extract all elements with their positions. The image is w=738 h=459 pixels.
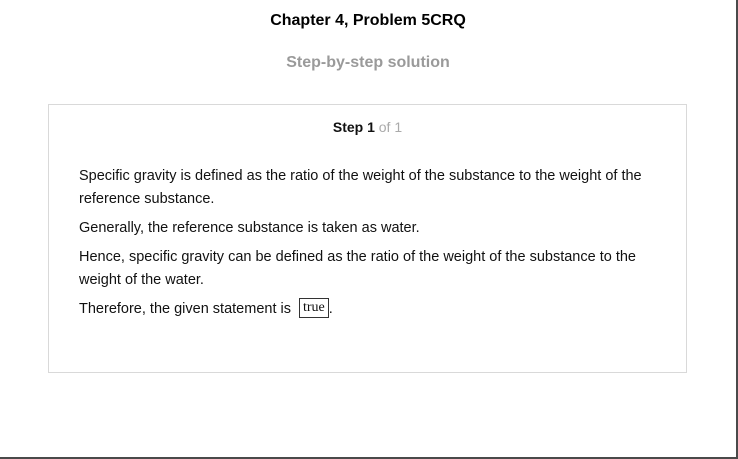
page-title: Chapter 4, Problem 5CRQ xyxy=(270,12,466,29)
conclusion-text: Therefore, the given statement is xyxy=(79,301,291,317)
answer-box: true xyxy=(299,298,329,318)
conclusion-period: . xyxy=(328,301,333,317)
step-count: of 1 xyxy=(378,119,403,135)
paragraph-reference: Generally, the reference substance is taken as water. xyxy=(79,220,420,236)
step-header xyxy=(49,119,686,135)
paragraph-conclusion xyxy=(79,298,651,321)
step-label: Step 1 xyxy=(332,119,375,135)
solution-card xyxy=(48,104,687,373)
solution-content xyxy=(79,165,651,327)
paragraph-definition: Specific gravity is defined as the ratio of the weight of the substance to the weight of the reference substance. xyxy=(79,168,642,207)
paragraph-restated: Hence, specific gravity can be defined as the ratio of the weight of the substance to the weight of the water. xyxy=(79,249,636,288)
solution-subtitle: Step-by-step solution xyxy=(286,54,450,71)
